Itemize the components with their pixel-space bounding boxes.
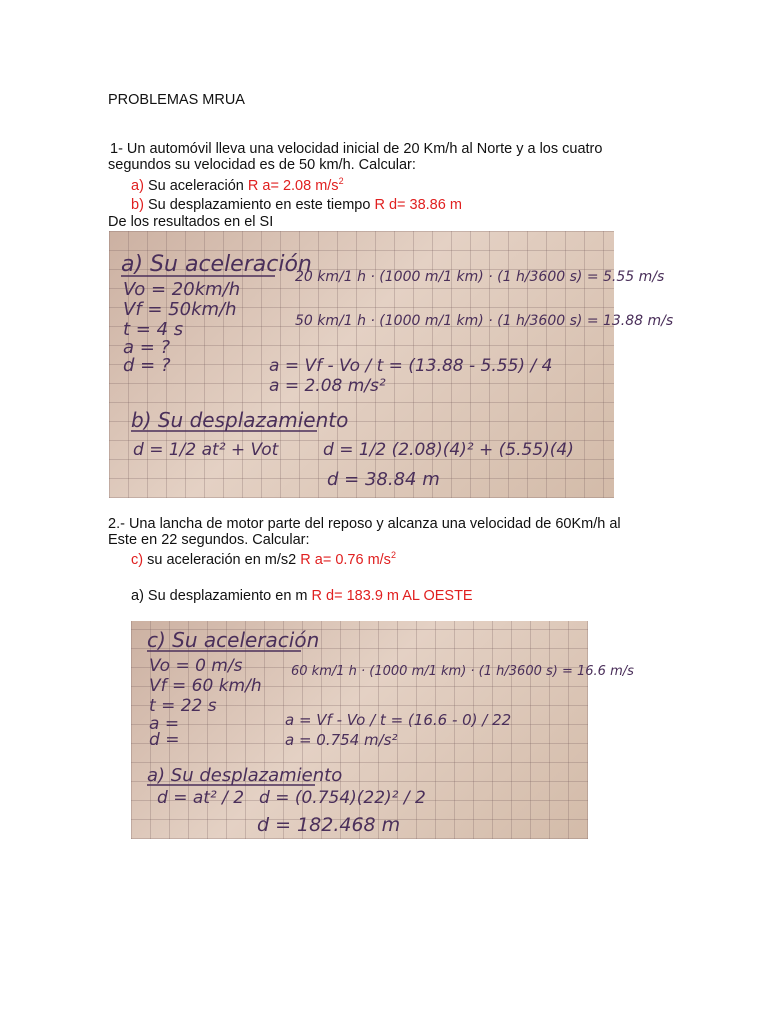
photo2-formula-d: d = at² / 2	[157, 788, 245, 808]
photo2-given-vf: Vf = 60 km/h	[149, 676, 262, 696]
photo1-conversion-1: 20 km/1 h · (1000 m/1 km) · (1 h/3600 s) = 5.55 m/s	[295, 269, 665, 285]
photo1-heading-b: b) Su desplazamiento	[131, 408, 349, 432]
problem1-item-a	[131, 178, 344, 195]
photo2-formula-a: a = Vf - Vo / t = (16.6 - 0) / 22	[285, 711, 512, 729]
problem2-item-a-text: a) Su desplazamiento en m	[131, 588, 308, 604]
photo1-sub-d: d = 1/2 (2.08)(4)² + (5.55)(4)	[323, 440, 574, 460]
photo2-result-a: a = 0.754 m/s²	[285, 731, 398, 749]
problem1-line1: 1- Un automóvil lleva una velocidad inicial de 20 Km/h al Norte y a los cuatro	[110, 141, 603, 157]
photo2-result-d: d = 182.468 m	[257, 814, 401, 836]
item-b-text: Su desplazamiento en este tiempo	[147, 197, 371, 213]
photo1-given-vf: Vf = 50km/h	[123, 299, 237, 320]
problem1-item-b	[131, 197, 462, 214]
item-a-letter: a)	[131, 178, 144, 194]
item-a-text: Su aceleración	[147, 178, 244, 194]
photo1-given-vo: Vo = 20km/h	[123, 279, 241, 300]
item-b-letter: b)	[131, 197, 144, 213]
photo2-given-d: d =	[149, 730, 180, 750]
photo2-conversion: 60 km/1 h · (1000 m/1 km) · (1 h/3600 s) = 16.6 m/s	[291, 664, 634, 679]
photo1-result-d: d = 38.84 m	[327, 469, 440, 490]
problem1-line2: segundos su velocidad es de 50 km/h. Calcular:	[108, 157, 416, 173]
photo2-sub-d: d = (0.754)(22)² / 2	[259, 788, 426, 808]
item-a-answer: R a= 2.08 $m/s^2$	[247, 176, 344, 194]
problem1-note: De los resultados en el SI	[108, 214, 274, 230]
photo1-given-d: d = ?	[123, 355, 171, 376]
photo2-given-vo: Vo = 0 m/s	[149, 656, 243, 676]
photo1-conversion-2: 50 km/1 h · (1000 m/1 km) · (1 h/3600 s) = 13.88 m/s	[295, 313, 674, 329]
problem2-item-a-answer: R d= 183.9 m AL OESTE	[311, 588, 473, 604]
item-c-letter: c)	[131, 552, 144, 568]
page-title: PROBLEMAS MRUA	[108, 92, 245, 108]
problem2-item-c	[131, 552, 396, 569]
photo2-heading-a: a) Su desplazamiento	[147, 765, 343, 786]
item-a-exponent: 2	[338, 176, 344, 186]
photo1-formula-a: a = Vf - Vo / t = (13.88 - 5.55) / 4	[269, 356, 553, 376]
handwritten-solution-photo-1	[109, 231, 674, 498]
photo1-given-a: a = ?	[123, 337, 171, 358]
item-c-exponent: 2	[390, 550, 396, 560]
problem2-line1: 2.- Una lancha de motor parte del reposo y alcanza una velocidad de 60Km/h al	[108, 516, 621, 532]
photo1-given-t: t = 4 s	[123, 319, 184, 340]
photo1-heading-a: a) Su aceleración	[121, 252, 312, 277]
photo1-formula-d: d = 1/2 at² + Vot	[133, 440, 279, 460]
photo2-heading-c: c) Su aceleración	[147, 628, 320, 652]
photo2-given-t: t = 22 s	[149, 696, 217, 716]
item-c-answer: R a= 0.76 $m/s^2$	[300, 550, 396, 568]
problem2-line2: Este en 22 segundos. Calcular:	[108, 532, 310, 548]
problem2-item-a	[131, 588, 473, 605]
handwritten-solution-photo-2	[131, 621, 634, 839]
photo2-given-a: a =	[149, 714, 180, 734]
item-b-answer: R d= 38.86 m	[374, 197, 462, 213]
item-c-text: su aceleración en m/s2	[147, 552, 297, 568]
photo1-result-a: a = 2.08 m/s²	[269, 376, 386, 396]
